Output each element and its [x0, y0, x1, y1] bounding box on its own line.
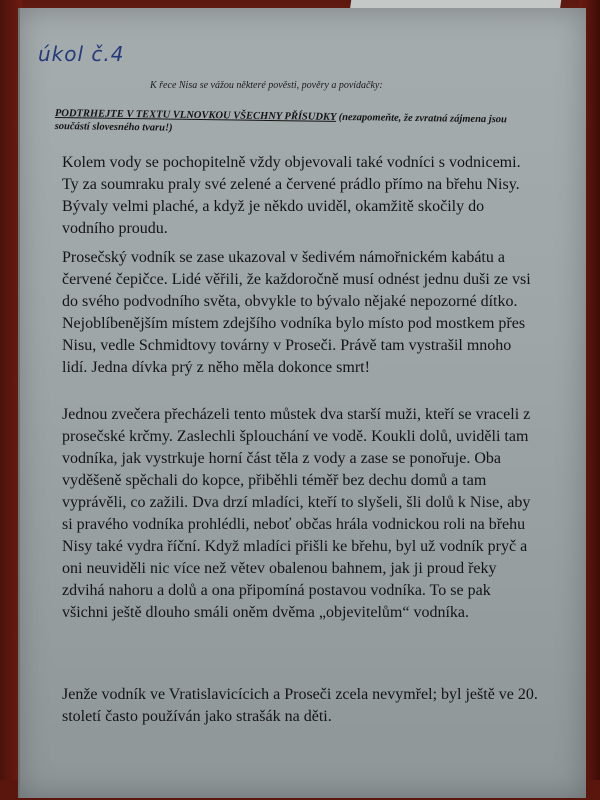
handwritten-task-note: úkol č.4: [38, 42, 125, 66]
instruction-note: (nezapomeňte, že zvratná zájmena jsou součástí slovesného tvaru!): [54, 111, 508, 134]
page-edge: [18, 8, 20, 798]
instruction-keyword: PŘÍSUDKY: [284, 111, 337, 123]
instruction-main: PODTRHEJTE V TEXTU VLNOVKOU VŠECHNY: [54, 107, 285, 123]
paragraph-1: Kolem vody se pochopitelně vždy objevovali také vodníci s vodnicemi. Ty za soumraku praly své zelené a červené prádlo přímo na břehu Nisy. Bývaly velmi plaché, a když je někdo uviděl, okamžitě skočily do vodního proudu.: [62, 154, 521, 237]
paragraph-3: Jednou zvečera přecházeli tento můstek dva starší muži, kteří se vraceli z prosečské krčmy. Zaslechli šplouchání ve vodě. Koukli dolů, uviděli tam vodníka, jak vystrkuje horní část těla z vody a zase se ponořuje. Oba vyděšeně spěchali do kopce, přiběhli téměř bez dechu domů a tam vyprávěli, co zažili. Dva drzí mladíci, kteří to slyšeli, šli dolů k Nise, aby si pravého vodníka prohlédli, neboť občas hrála vodnickou roli na břehu Nisy také vydra říční. Když mladíci přišli ke břehu, byl už vodník pryč a oni neuviděli nic více než větev obalenou bahnem, jak ji proud řeky zdvihá nahoru a dolů a ona připomíná postavou vodníka. To se pak všichni ještě dlouho smáli oněm dvěma „objevitelům“ vodníka.: [62, 406, 531, 621]
paragraph-4: Jenže vodník ve Vratislavicícich a Proseči zcela nevymřel; byl ještě ve 20. století často používán jako strašák na děti.: [62, 686, 538, 725]
intro-line: K řece Nisa se vážou některé pověsti, pověry a povídačky:: [150, 80, 383, 91]
paragraph-2: Prosečský vodník se zase ukazoval v šedivém námořnickém kabátu a červené čepičce. Lidé věřili, že každoročně musí odnést jednu duši ze vsi do svého podvodního světa, obvykle to bývalo nějaké nepozorné dítko. Nejoblíbenějším místem zdejšího vodníka bylo místo pod mostkem přes Nisu, vedle Schmidtovy továrny v Proseči. Právě tam vystrašil mnoho lidí. Jedna dívka prý z něho měla dokonce smrt!: [62, 249, 531, 376]
